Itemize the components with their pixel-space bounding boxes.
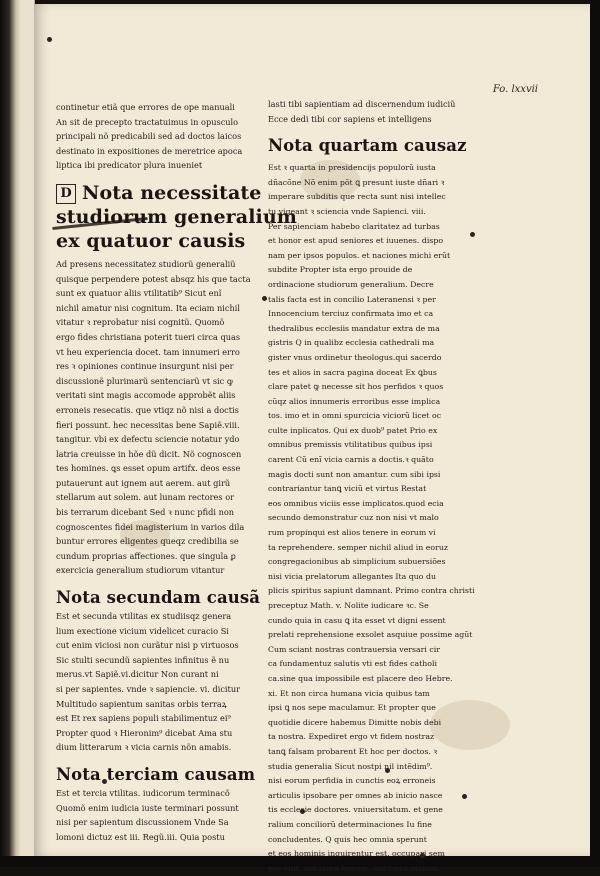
text-line: Per sapienciam habebo claritatez ad turbas <box>268 221 440 231</box>
text-line: subdite Propter ista ergo prouide de <box>268 265 413 275</box>
text-line: putauerunt aut ignem aut aerem. aut girũ <box>56 477 231 488</box>
section-4-body <box>268 161 475 876</box>
text-line: imperare subditis que recta sunt nisi intellec <box>268 192 446 202</box>
text-line: erroneis resecatis. que vtiqz nõ nisi a doctis <box>56 404 239 415</box>
text-line: congregacionibus ab simplicium subuersiões <box>268 557 446 567</box>
text-line: liptica ibi predicator plura inueniet <box>56 160 203 171</box>
text-line: ordinacione studiorum generalium. Decre <box>268 279 434 289</box>
text-line: nichil amatur nisi cognitum. Ita eciam nichil <box>56 302 240 313</box>
right-text-column <box>268 97 475 876</box>
section-heading-1 <box>56 181 297 253</box>
text-line: bis terrarum dicebant Sed ꝛ nunc pfidi non <box>56 507 235 518</box>
wormhole-dot <box>462 794 467 799</box>
text-line: tangitur. vbi ex defectu sciencie notatur ydo <box>56 434 240 445</box>
text-line: ergo fides christiana poterit tueri circa quas <box>56 331 241 342</box>
text-line: cognoscentes fidei magisterium in varios dila <box>56 521 245 532</box>
text-line: tu vigeant ꝛ sciencia vnde Sapienci. viii. <box>268 206 426 216</box>
text-line: ipsi ꝗ nos sepe maculamur. Et propter que <box>268 703 436 713</box>
wormhole-dot <box>262 296 267 301</box>
text-line: magis docti sunt non amantur. cum sibi ipsi <box>268 469 441 479</box>
text-line: clare patet ꝙ necesse sit hos perfidos ꝛ quos <box>268 382 444 392</box>
text-line: veritati sint magis accomode approbẽt aliis <box>56 390 236 401</box>
text-line: destinato in expositiones de meretrice apoca <box>56 145 243 156</box>
drop-initial: D <box>56 184 76 204</box>
text-line: Ad presens necessitatez studiorũ generaliũ <box>56 258 236 269</box>
text-line: fieri possunt. hec necessitas bene Sapiẽ.viii. <box>56 419 240 430</box>
text-line: vitatur ꝛ reprobatur nisi cognitũ. Quomõ <box>56 317 225 328</box>
text-line: tes et alios in sacra pagina doceat Ex ꝗbus <box>268 367 437 377</box>
text-line: tes homines. ꝗs esset opum artifx. deos esse <box>56 463 241 474</box>
text-line: cundo quia in casu ꝗ ita esset vt digni essent <box>268 615 446 625</box>
text-line: sunt ex quatuor aliis vtilitatib⁹ Sicut enĩ <box>56 288 222 299</box>
text-line: rum propinqui est alios tenere in eorum vi <box>268 528 436 538</box>
text-line: continetur etiã que errores de ope manuali <box>56 102 235 112</box>
section-heading-2: Nota secundam causã <box>56 588 261 608</box>
text-line: discussionẽ plurimarũ sentenciarũ vt sic ꝙ <box>56 375 233 386</box>
text-line: preceptuz Math. v. Nolite iudicare ꝛc. Se <box>268 601 429 610</box>
text-line: Multitudo sapientum sanitas orbis terraꝝ <box>56 698 227 709</box>
text-line: nisi vicia prelatorum allegantes Ita quo du <box>268 571 436 581</box>
text-line: lium exectione vicium videlicet curacio Si <box>56 625 229 636</box>
text-line: merus.vt Sapiẽ.vi.dicitur Non curant ni <box>56 669 219 680</box>
text-line: secundo demonstratur cuz non nisi vt malo <box>268 513 439 523</box>
text-line: si per sapientes. vnde ꝛ sapiencie. vi. dicitur <box>56 684 241 694</box>
scan-background-right <box>590 0 600 867</box>
text-line: gistris Q in qualibz ecclesia cathedrali ma <box>268 338 435 348</box>
text-line: concludentes. Q quis hec omnia sperunt <box>268 834 427 844</box>
heading-line: D Nota necessitate <box>56 181 248 205</box>
right-intro-block <box>268 97 460 126</box>
text-line: Est et tercia vtilitas. iudicorum terminacõ <box>56 787 230 798</box>
section-1-body <box>56 257 251 578</box>
text-line: carent Cũ enĩ vicia carnis a doctis.ꝛ quãto <box>268 455 434 465</box>
text-line: ca.sine qua impossibile est placere deo Hebre. <box>268 673 453 683</box>
text-line: talis facta est in concilio Lateranensi ꝛ per <box>268 294 436 304</box>
text-line: cut enim viciosi non curãtur nisi p virtuosos <box>56 640 239 651</box>
wormhole-dot <box>47 37 52 42</box>
text-line: ta reprehendere. semper nichil aliud in eoruz <box>268 542 448 552</box>
left-intro-block <box>56 100 248 173</box>
text-line: contrariantur tanꝗ viciũ et virtus Restat <box>268 484 427 494</box>
text-line: gister vnus ordinetur theologus.qui sacerdo <box>268 352 442 362</box>
section-heading-4: Nota quartam causaz <box>268 136 467 156</box>
text-line: tanꝗ falsam probarent Et hoc per doctos. ꝛ <box>268 746 438 756</box>
text-line: vt heu experiencia docet. tam innumeri erro <box>56 346 240 357</box>
left-text-column <box>56 100 297 844</box>
text-line: omnibus premissis vtilitatibus quibus ipsi <box>268 440 433 450</box>
text-line: nam per ipsos populos. et naciones michi erũt <box>268 250 451 260</box>
text-line: ralium conciliorũ determinaciones Iu fine <box>268 819 432 829</box>
text-line: cundum proprias affectiones. que singula ꝑ <box>56 550 236 561</box>
text-line: Quomõ enim iudicia iuste terminari possunt <box>56 802 239 813</box>
text-line: nisi per sapientum discussionem Vnde Sa <box>56 817 229 828</box>
facing-page-edge <box>20 0 35 867</box>
text-line: stellarum aut solem. aut lunam rectores or <box>56 492 235 503</box>
text-line: Est ꝛ quarta in presidencijs populorũ iusta <box>268 163 436 173</box>
text-line: Ecce dedi tibi cor sapiens et intelligens <box>268 113 432 124</box>
book-spine-edge <box>0 0 20 867</box>
text-line: Sic stulti secundũ sapientes infinitus ẽ nu <box>56 654 230 665</box>
section-3-body <box>56 786 248 844</box>
folio-number: Fo. lxxvii <box>492 84 538 95</box>
text-line: xi. Et non circa humana vicia quibus tam <box>268 688 430 698</box>
text-line: Propter quod ꝛ Hieronim⁹ dicebat Ama stu <box>56 727 233 738</box>
text-line: quisque perpendere potest absqz his que tacta <box>56 273 251 284</box>
text-line: ta nostra. Expediret ergo vt fidem nostraz <box>268 732 435 742</box>
heading-line: ex quatuor causis <box>56 229 246 252</box>
text-line: ca fundamentuz salutis vti est fides catholi <box>268 659 437 669</box>
text-line: tis ecclesie doctores. vniuersitatum. et gene <box>268 805 443 815</box>
text-line: thedralibus ecclesiis mandatur extra de ma <box>268 323 440 333</box>
text-line: articulis ipsobare per omnes ab inicio nasce <box>268 790 443 800</box>
text-line: buntur errores eligentes queqz credibilia se <box>56 536 239 547</box>
text-line: per vult. aut circa bonum. aut circa malum. <box>268 863 441 873</box>
text-line: lasti tibi sapientiam ad discernendum iudiciũ <box>268 99 456 109</box>
text-line: culte inplicatos. Qui ex duob⁹ patet Prio ex <box>268 425 438 435</box>
text-line: plicis spiritus sapiunt damnant. Primo contra christi <box>268 586 475 596</box>
text-line: dñacõne Nõ enim põt ꝗ presunt iuste dñari ꝛ <box>268 177 445 187</box>
heading-line: studiorum generalium <box>56 205 297 228</box>
text-line: tos. imo et in omni spurcicia viciorũ licet oc <box>268 411 442 421</box>
text-line: Innocencium terciuz confirmata imo et ca <box>268 309 434 319</box>
text-line: et eos hominis inquirentur est. occupari sem <box>268 849 445 859</box>
section-2-body <box>56 609 248 755</box>
text-line: lomoni dictuz est iii. Regũ.iii. Quia postu <box>56 831 225 842</box>
text-line: studia generalia Sicut nostpi nil intẽdim⁹. <box>268 761 433 771</box>
text-line: Est et secunda vtilitas ex studiisqz genera <box>56 611 232 622</box>
text-line: nisi eorum perfidia in cunctis eoꝝ erroneis <box>268 776 436 786</box>
text-line: latria creuisse in hõe dũ dicit. Nõ cognoscen <box>56 448 242 459</box>
text-line: exercicia generalium studiorum vitantur <box>56 565 225 576</box>
text-line: dium litterarum ꝛ vicia carnis nõn amabis. <box>56 742 232 753</box>
text-line: An sit de precepto tractatuimus in opusculo <box>56 116 239 127</box>
text-line: prelati reprehensione exsolet asquiue possime agũt <box>268 630 473 640</box>
text-line: quotidie dicere habemus Dimitte nobis debi <box>268 717 442 727</box>
text-line: eos omnibus viciis esse implicatos.quod ecia <box>268 498 444 508</box>
text-line: cũqz alios innumeris erroribus esse implica <box>268 396 441 406</box>
text-line: et honor est apud seniores et iuuenes. dispo <box>268 236 444 246</box>
text-line: res ꝛ opiniones continue insurgunt nisi per <box>56 361 234 372</box>
section-heading-3: Nota terciam causam <box>56 764 256 784</box>
text-line: Cum sciant nostras contrauersia versari cir <box>268 644 440 654</box>
text-line: principali nõ predicabili sed ad doctos laicos <box>56 131 242 142</box>
text-line: est Et rex sapiens populi stabilimentuz ei⁹ <box>56 713 231 724</box>
wormhole-dot <box>470 232 475 237</box>
